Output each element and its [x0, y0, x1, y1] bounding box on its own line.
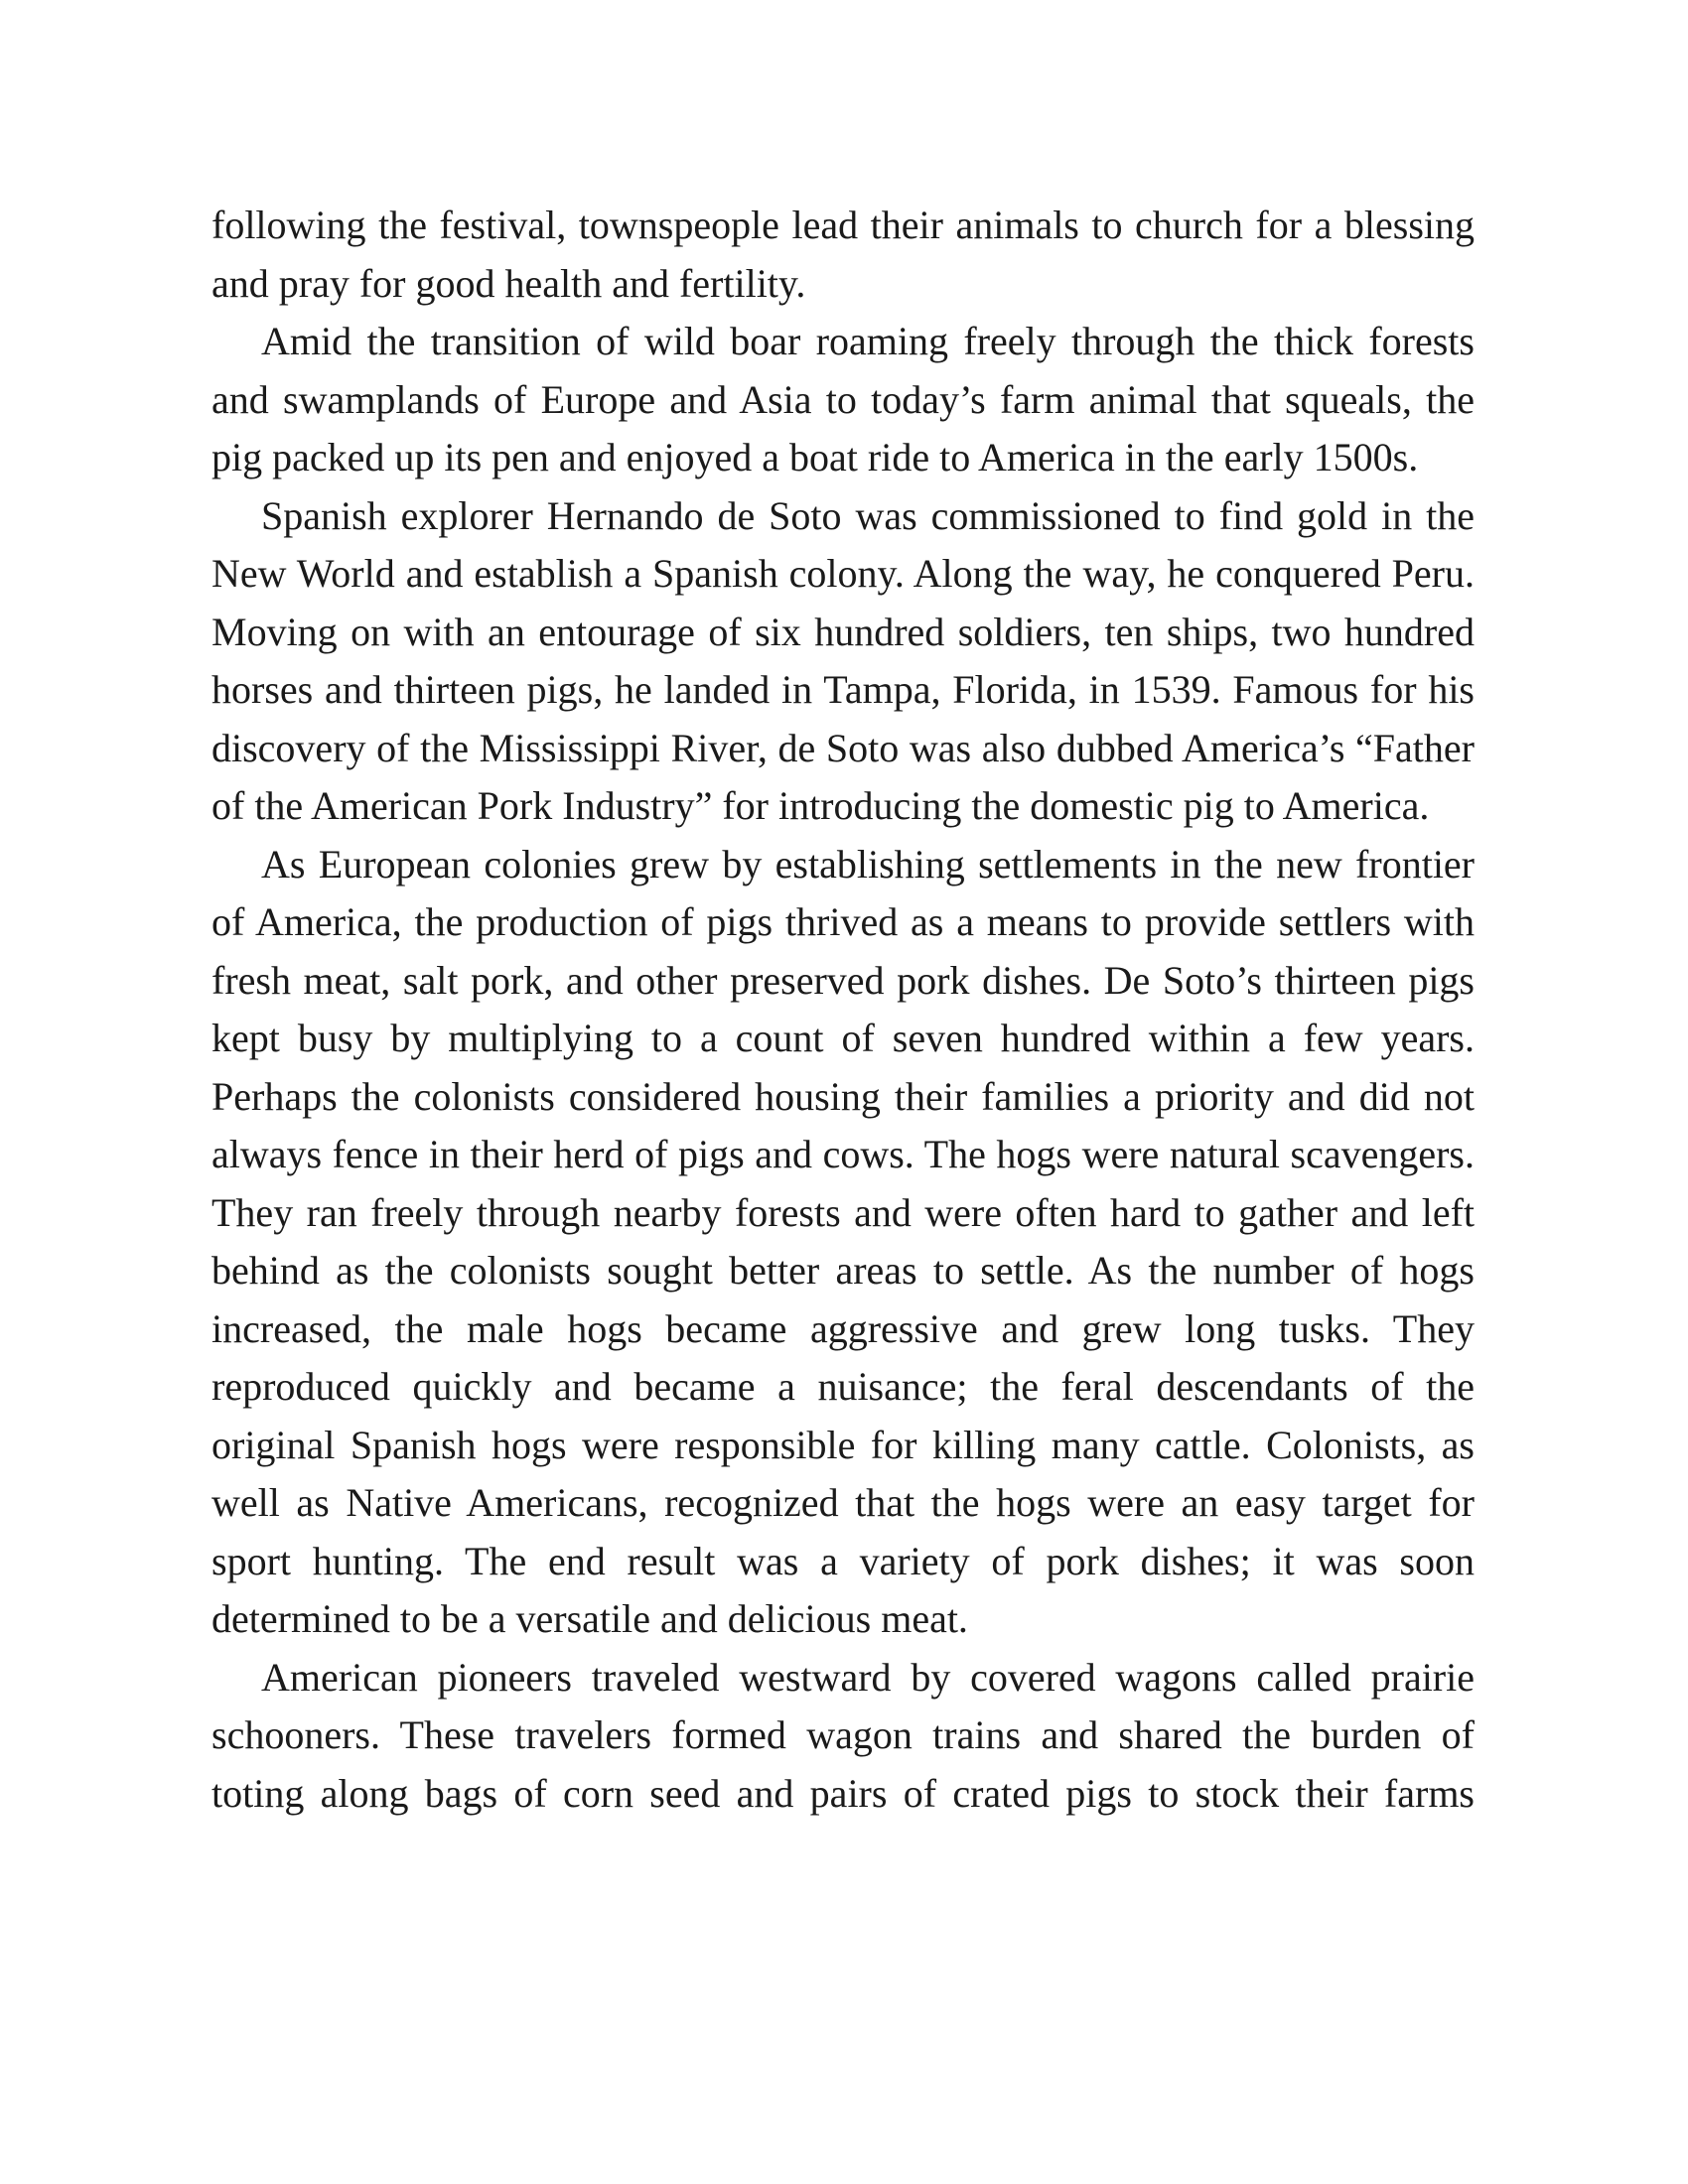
paragraph-de-soto: Spanish explorer Hernando de Soto was commissioned to find gold in the New World and establish a Spanish colony. Along the way, he conquered Peru. Moving on with an entourage of six hundred soldiers, ten ships, two hundred horses and thirteen pigs, he landed in Tampa, Florida, in 1539. Famous for his discovery of the Mississippi River, de Soto was also dubbed America’s “Father of the American Pork Industry” for introducing the domestic pig to America. — [211, 492, 1475, 828]
paragraph-wild-boar: Amid the transition of wild boar roaming freely through the thick forests and swamplands of Europe and Asia to today’s farm animal that squeals, the pig packed up its pen and enjoyed a boat ride to America in the early 1500s. — [211, 319, 1475, 479]
paragraph-american-pioneers: American pioneers traveled westward by covered wagons called prairie schooners. These travelers formed wagon trains and shared the burden of toting along bags of corn seed and pairs of crated pigs to stock their farms — [211, 1654, 1475, 1816]
paragraph-european-colonies: As European colonies grew by establishing settlements in the new frontier of America, the production of pigs thrived as a means to provide settlers with fresh meat, salt pork, and other preserved pork dishes. De Soto’s thirteen pigs kept busy by multiplying to a count of seven hundred within a few years. Perhaps the colonists considered housing their families a priority and did not always fence in their herd of pigs and cows. The hogs were natural scavengers. They ran freely through nearby forests and were often hard to gather and left behind as the colonists sought better areas to settle. As the number of hogs increased, the male hogs became aggressive and grew long tusks. They reproduced quickly and became a nuisance; the feral descendants of the original Spanish hogs were responsible for killing many cattle. Colonists, as well as Native Americans, recognized that the hogs were an easy target for sport hunting. The end result was a variety of pork dishes; it was soon determined to be a versatile and delicious meat. — [211, 841, 1475, 1641]
paragraph-festival-continuation: following the festival, townspeople lead their animals to church for a blessing and pray for good health and fertility. — [211, 203, 1475, 306]
document-body — [211, 197, 1475, 1823]
